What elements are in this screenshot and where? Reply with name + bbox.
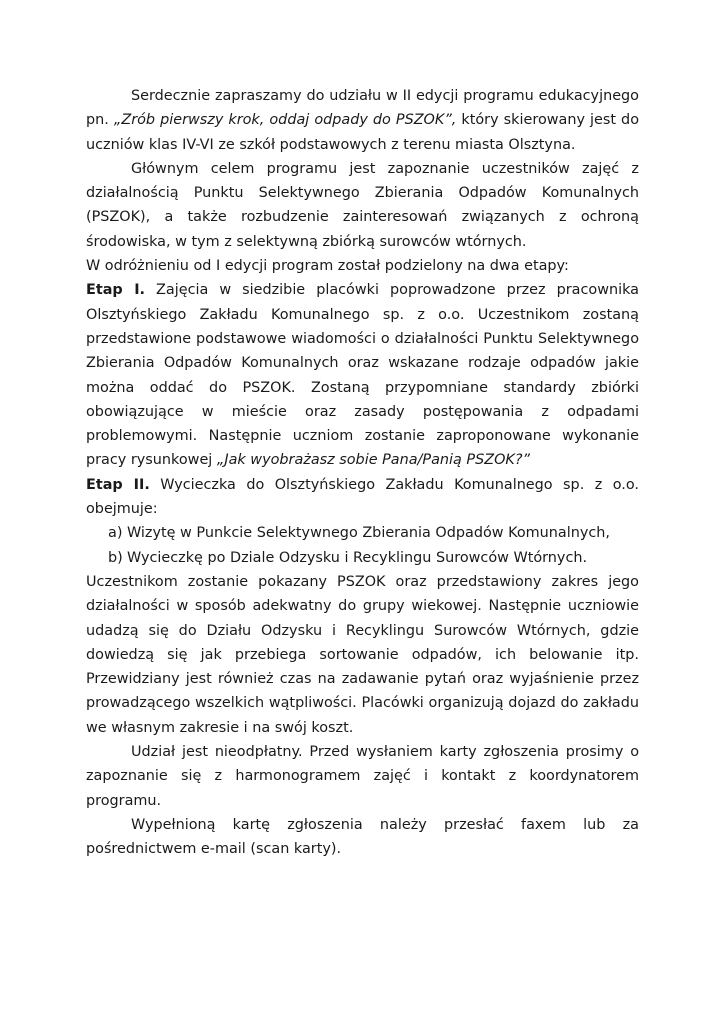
drawing-task-title: „Jak wyobrażasz sobie Pana/Panią PSZOK?” bbox=[216, 452, 530, 469]
stage1-text: Zajęcia w siedzibie placówki poprowadzone przez pracownika Olsztyńskiego Zakładu Komunalnego sp. z o.o. Uczestnikom zostaną przedstawione podstawowe wiadomości o działalności Punktu Selektywnego Zbierania Odpadów Komunalnych oraz wskazane rodzaje odpadów jakie można oddać do PSZOK. Zostaną przypomniane standardy zbiórki obowiązujące w mieście oraz zasady postępowania z odpadami problemowymi. Następnie uczniom zostanie zaproponowane wykonanie pracy rysunkowej bbox=[86, 282, 639, 469]
stage1-paragraph bbox=[86, 278, 639, 472]
list-item-text: Wizytę w Punkcie Selektywnego Zbierania Odpadów Komunalnych, bbox=[127, 525, 610, 542]
stage1-label: Etap I. bbox=[86, 282, 146, 299]
document-body bbox=[86, 84, 639, 862]
stage2-text: Wycieczka do Olsztyńskiego Zakładu Komunalnego sp. z o.o. obejmuje: bbox=[86, 476, 639, 518]
stage2-label: Etap II. bbox=[86, 476, 150, 493]
program-title: „Zrób pierwszy krok, oddaj odpady do PSZOK”, bbox=[113, 112, 457, 129]
stage2-paragraph bbox=[86, 473, 639, 522]
intro-paragraph bbox=[86, 84, 639, 157]
list-item bbox=[86, 546, 639, 570]
stage2-details-paragraph: Uczestnikom zostanie pokazany PSZOK oraz przedstawiony zakres jego działalności w sposób adekwatny do grupy wiekowej. Następnie uczniowie udadzą się do Działu Odzysku i Recyklingu Surowców Wtórnych, gdzie dowiedzą się jak przebiega sortowanie odpadów, ich belowanie itp. Przewidziany jest również czas na zadawanie pytań oraz wyjaśnienie przez prowadzącego wszelkich wątpliwości. Placówki organizują dojazd do zakładu we własnym zakresie i na swój koszt. bbox=[86, 573, 639, 736]
submission-paragraph: Wypełnioną kartę zgłoszenia należy przesłać faxem lub za pośrednictwem e-mail (scan karty). bbox=[86, 816, 639, 858]
list-item-text: Wycieczkę po Dziale Odzysku i Recyklingu Surowców Wtórnych. bbox=[127, 549, 588, 566]
list-marker: b) bbox=[108, 549, 123, 566]
stages-intro: W odróżnieniu od I edycji program został podzielony na dwa etapy: bbox=[86, 258, 569, 275]
list-item bbox=[86, 521, 639, 545]
goal-paragraph: Głównym celem programu jest zapoznanie uczestników zajęć z działalnością Punktu Selektywnego Zbierania Odpadów Komunalnych (PSZOK), a także rozbudzenie zainteresowań związanych z ochroną środowiska, w tym z selektywną zbiórką surowców wtórnych. bbox=[86, 160, 639, 250]
intro-text-end: który skierowany jest do uczniów klas IV-VI ze szkół podstawowych z terenu miasta Olsztyna. bbox=[86, 112, 639, 153]
list-marker: a) bbox=[108, 525, 123, 542]
participation-paragraph: Udział jest nieodpłatny. Przed wysłaniem karty zgłoszenia prosimy o zapoznanie się z harmonogramem zajęć i kontakt z koordynatorem programu. bbox=[86, 744, 639, 809]
intro-text-start: Serdecznie zapraszamy do udziału w II edycji programu edukacyjnego pn. bbox=[86, 88, 639, 129]
